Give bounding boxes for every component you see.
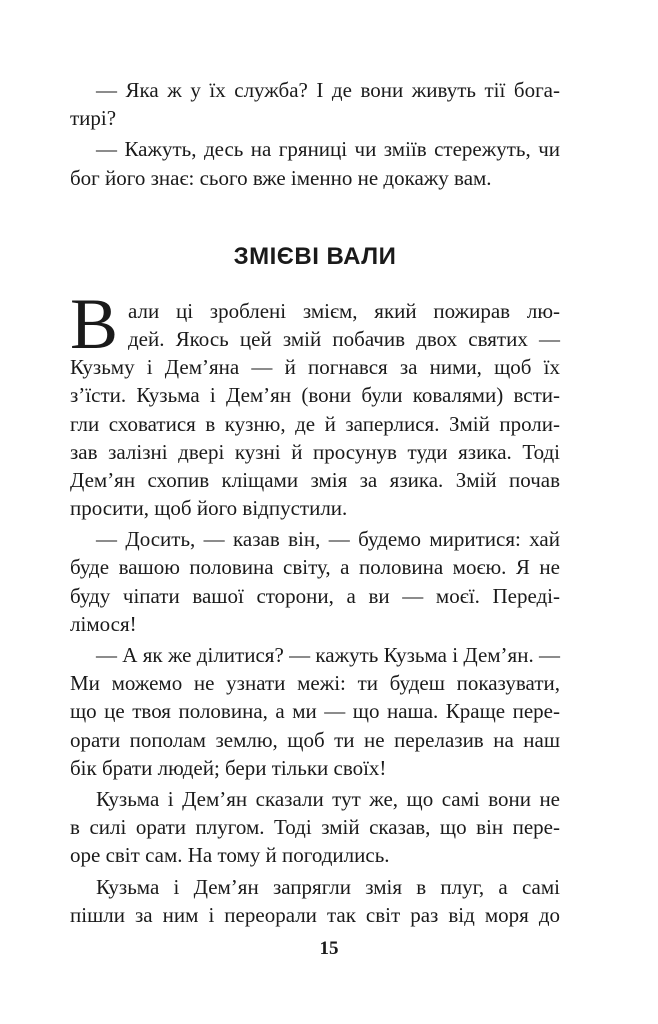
text-line: али ці зроблені змієм, який пожирав лю-: [128, 298, 560, 323]
page-number: 15: [319, 938, 339, 959]
text-line: гли сховатися в кузню, де й заперлися. Змій проли-: [70, 411, 560, 436]
text-line: Кузьма і Дем’ян запрягли змія в плуг, а самі: [96, 874, 560, 899]
page-text: [70, 76, 560, 929]
paragraph: [70, 873, 560, 929]
drop-cap: В: [70, 283, 119, 364]
text-line: з’їсти. Кузьма і Дем’ян (вони були ковалями) всти-: [70, 383, 560, 408]
text-line: — Досить, — казав він, — будемо миритися: хай: [96, 527, 560, 552]
text-line: бік брати людей; бери тільки своїх!: [70, 755, 387, 780]
text-line: оре світ сам. На тому й погодились.: [70, 843, 390, 868]
paragraph: [70, 641, 560, 782]
paragraph: [70, 525, 560, 638]
text-line: що це твоя половина, а ми — що наша. Краще пере-: [70, 699, 560, 724]
text-line: буде вашою половина світу, а половина моєю. Я не: [70, 555, 560, 580]
paragraph: [70, 76, 560, 132]
text-line: просити, щоб його відпустили.: [70, 496, 348, 521]
text-line: Ми можемо не узнати межі: ти будеш показувати,: [70, 671, 560, 696]
text-line: орати пополам землю, щоб ти не перелазив на наш: [70, 727, 560, 752]
text-line: Дем’ян схопив кліщами змія за язика. Змій почав: [70, 467, 560, 492]
text-line: буду чіпати вашої сторони, а ви — моєї. Переді-: [70, 583, 560, 608]
text-line: Кузьму і Дем’яна — й погнався за ними, щоб їх: [70, 355, 560, 380]
text-line: пішли за ним і переорали так світ раз від моря до: [70, 902, 560, 927]
paragraph: [70, 135, 560, 191]
chapter-title: ЗМІЄВІ ВАЛИ: [233, 242, 397, 270]
text-line: бог його знає: сього вже іменно не докажу вам.: [70, 165, 492, 190]
text-line: лімося!: [70, 611, 137, 636]
text-line: — Яка ж у їх служба? І де вони живуть тії бога-: [96, 78, 560, 102]
text-line: — Кажуть, десь на гряниці чи змiїв стережуть, чи: [96, 137, 560, 162]
text-line: дей. Якось цей змій побачив двох святих —: [128, 326, 560, 351]
text-line: Кузьма і Дем’ян сказали тут же, що самі вони не: [96, 786, 560, 811]
text-line: тирі?: [70, 106, 117, 131]
text-line: в силі орати плугом. Тоді змій сказав, що він пере-: [70, 815, 560, 840]
paragraph: [70, 785, 560, 870]
text-line: — А як же ділитися? — кажуть Кузьма і Дем’ян. —: [96, 643, 560, 667]
text-line: зав залізні двері кузні й просунув туди язика. Тоді: [70, 439, 560, 464]
paragraph: [70, 283, 560, 523]
